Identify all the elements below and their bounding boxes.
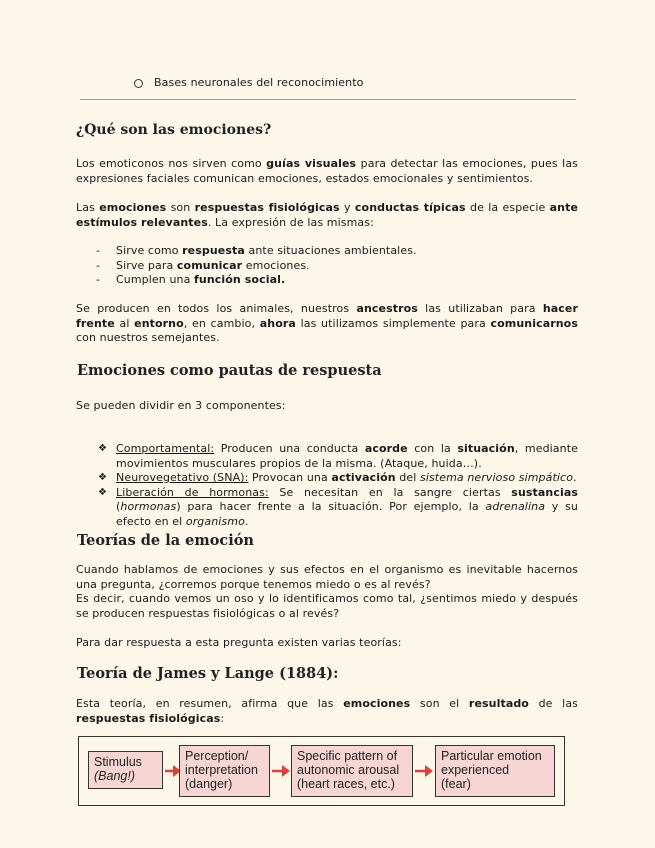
paragraph-emoticonos: Los emoticonos nos sirven como guías visuales para detectar las emociones, pues las expresiones faciales comunican emociones, estados emocionales y sentimientos. xyxy=(76,157,578,185)
top-list-item: Bases neuronales del reconocimiento xyxy=(154,76,364,89)
componentes-list xyxy=(78,442,578,529)
list-item: - Sirve para comunicar emociones. xyxy=(78,259,578,274)
section-heading-pautas: Emociones como pautas de respuesta xyxy=(77,362,382,379)
list-item: ❖ Liberación de hormonas: Se necesitan en la sangre ciertas sustancias (hormonas) para hacer frente a la situación. Por ejemplo, la adrenalina y su efecto en el organismo. xyxy=(98,485,578,528)
diagram-box-text: Specific pattern of xyxy=(297,749,398,763)
diagram-box-arousal xyxy=(291,745,413,797)
horizontal-divider xyxy=(80,99,576,100)
diagram-box-text: (fear) xyxy=(441,777,471,791)
funciones-list xyxy=(78,244,578,288)
paragraph-componentes: Se pueden dividir en 3 componentes: xyxy=(76,399,286,412)
circle-bullet-icon xyxy=(134,79,143,88)
diagram-box-stimulus xyxy=(88,751,163,789)
diagram-box-text: (heart races, etc.) xyxy=(297,777,395,791)
arrow-right-icon xyxy=(415,764,433,778)
paragraph-james-lange: Esta teoría, en resumen, afirma que las emociones son el resultado de las respuestas fisiológicas: xyxy=(76,697,578,725)
section-heading-teorias: Teorías de la emoción xyxy=(77,532,254,549)
paragraph-pregunta: Cuando hablamos de emociones y sus efectos en el organismo es inevitable hacernos una pregunta, ¿corremos porque tenemos miedo o es al revés? Es decir, cuando vemos un oso y lo identificamos como tal, ¿sentimos miedo y después se producen respuestas fisiológicas o al revés? xyxy=(76,563,578,620)
list-item: ❖ Neurovegetativo (SNA): Provocan una activación del sistema nervioso simpático. xyxy=(98,471,577,484)
diagram-box-emotion xyxy=(435,745,555,797)
diagram-box-perception xyxy=(179,745,270,797)
section-heading-james-lange: Teoría de James y Lange (1884): xyxy=(77,665,339,682)
list-item: ❖ Comportamental: Producen una conducta acorde con la situación, mediante movimientos musculares propios de la misma. (Ataque, huida…). xyxy=(98,442,578,470)
paragraph-definicion: Las emociones son respuestas fisiológicas y conductas típicas de la especie ante estímulos relevantes. La expresión de las mismas: xyxy=(76,201,579,229)
diagram-box-text: Particular emotion xyxy=(441,749,542,763)
paragraph-teorias: Para dar respuesta a esta pregunta existen varias teorías: xyxy=(76,636,402,649)
arrow-right-icon xyxy=(272,764,290,778)
diamond-bullet-icon: ❖ xyxy=(98,443,108,454)
diagram-box-text: autonomic arousal xyxy=(297,763,400,777)
diagram-box-text: interpretation xyxy=(185,763,258,777)
diamond-bullet-icon: ❖ xyxy=(98,472,108,483)
diagram-box-text: Stimulus xyxy=(94,755,142,769)
section-heading-emociones: ¿Qué son las emociones? xyxy=(76,122,272,138)
paragraph-animales: Se producen en todos los animales, nuestros ancestros las utilizaban para hacer frente al entorno, en cambio, ahora las utilizamos simplemente para comunicarnos con nuestros semejantes. xyxy=(76,302,578,344)
diagram-box-text: experienced xyxy=(441,763,510,777)
james-lange-diagram xyxy=(78,736,565,806)
list-item: - Cumplen una función social. xyxy=(78,273,578,288)
diagram-box-text: (Bang!) xyxy=(94,769,135,783)
diagram-box-text: Perception/ xyxy=(185,749,249,763)
diagram-box-text: (danger) xyxy=(185,777,233,791)
diamond-bullet-icon: ❖ xyxy=(98,486,108,498)
list-item: - Sirve como respuesta ante situaciones ambientales. xyxy=(78,244,578,259)
